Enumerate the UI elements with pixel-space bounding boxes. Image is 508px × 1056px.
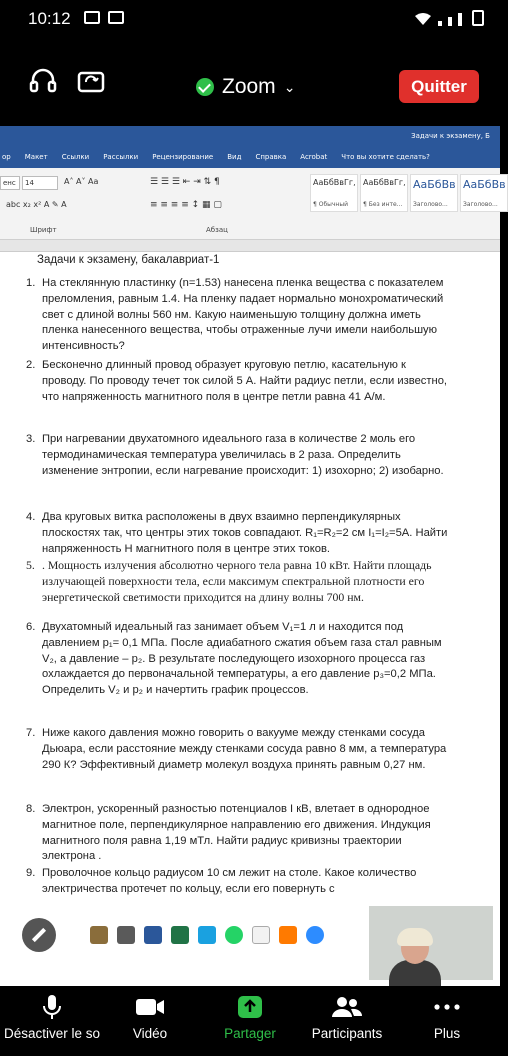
style-sample: АаБбВв (463, 178, 506, 191)
style-name: ¶ Без инте... (363, 201, 403, 208)
question-item (26, 276, 448, 355)
menu-item[interactable]: ор (2, 153, 11, 161)
question-item (26, 866, 448, 898)
signal-bar-icon (438, 21, 442, 26)
question-text: . Мощность излучения абсолютно черного тела равна 10 кВт. Найти площадь излучающей поверхности тела, если максимум спектральной плотности его энергетической светимости приходится на длину волны 700 нм. (42, 558, 432, 604)
word-menubar (0, 146, 500, 168)
wifi-icon (414, 12, 432, 26)
more-label: Plus (433, 1026, 461, 1041)
headset-icon[interactable] (28, 66, 58, 96)
question-text: Электрон, ускоренный разностью потенциалов I кВ, влетает в однородное магнитное поле, перпендикулярное направлению его движения. Индукция магнитного поля равна 1,19 мТл. Найти радиус кривизны траектории электрона . (42, 803, 431, 863)
question-number: 4. (26, 511, 36, 523)
zoom-header (0, 38, 500, 126)
question-item (26, 726, 448, 773)
question-text: Два круговых витка расположены в двух взаимно перпендикулярных плоскостях так, что центры этих токов совпадают. R₁=R₂=2 см I₁=I₂=5А. Найти напряженность Н магнитного поля в центре этих токов. (42, 511, 448, 555)
windows-taskbar (0, 910, 370, 960)
meeting-controls (0, 986, 500, 1056)
style-name: ¶ Обычный (313, 201, 348, 208)
chevron-down-icon: ⌄ (283, 78, 296, 95)
ruler (0, 240, 500, 252)
question-item (26, 358, 448, 405)
participants-icon (331, 995, 363, 1019)
whatsapp-icon[interactable] (225, 926, 243, 944)
more-dots-icon (434, 1004, 460, 1010)
menu-item[interactable]: Acrobat (300, 153, 328, 161)
app-icon[interactable] (117, 926, 135, 944)
question-number: 3. (26, 433, 36, 445)
question-number: 2. (26, 359, 36, 371)
window-title: Задачи к экзамену, Б (411, 132, 490, 140)
mute-label: Désactiver le so (3, 1026, 101, 1041)
word-icon[interactable] (144, 926, 162, 944)
app-icon[interactable] (90, 926, 108, 944)
question-text: Двухатомный идеальный газ занимает объем V₁=1 л и находится под давлением p₁= 0,1 МПа. После адиабатного сжатия объем газа стал равным V₂, а давление – p₂. В результате последующего изохорного процесса газ охлаждается до первоначальной температуры, а его давление p₃=0,2 МПа. Определить V₂ и p₂ и начертить график процессов. (42, 621, 442, 697)
battery-icon (472, 10, 484, 26)
mute-button[interactable] (2, 986, 102, 1056)
document-header: Задачи к экзамену, бакалавриат-1 (37, 254, 220, 266)
font-group-label: Шрифт (30, 226, 57, 234)
menu-item[interactable]: Макет (24, 153, 48, 161)
font-size-box[interactable]: 14 (22, 176, 58, 190)
menu-item[interactable]: Рецензирование (152, 153, 214, 161)
video-button[interactable] (110, 986, 190, 1056)
question-item (26, 558, 448, 605)
switch-camera-icon[interactable] (76, 66, 106, 96)
notification-icons (84, 11, 124, 24)
video-camera-icon (135, 997, 165, 1017)
excel-icon[interactable] (171, 926, 189, 944)
app-icon[interactable] (279, 926, 297, 944)
word-titlebar (0, 126, 500, 146)
menu-item[interactable]: Рассылки (103, 153, 139, 161)
font-name-box[interactable]: енс (0, 176, 20, 190)
video-notification-icon (108, 11, 124, 24)
secure-shield-icon (196, 78, 214, 96)
question-text: При нагревании двухатомного идеального газа в количестве 2 моль его термодинамическая температура увеличилась в 2 раза. Определить изменение энтропии, если нагревание происходит: 1) изохорно; 2) изобарно. (42, 433, 444, 477)
more-button[interactable] (412, 986, 482, 1056)
shared-screen (0, 126, 506, 986)
signal-bar-icon (448, 17, 452, 26)
question-item (26, 510, 448, 557)
app-icon[interactable] (252, 926, 270, 944)
question-number: 1. (26, 277, 36, 289)
microphone-icon (42, 994, 62, 1020)
style-item[interactable] (360, 174, 408, 212)
list-tools-icon[interactable]: ☰ ☰ ☰ ⇤ ⇥ ⇅ ¶ (150, 177, 220, 187)
question-text: На стеклянную пластинку (n=1.53) нанесена пленка вещества с показателем преломления, равным 1.4. На пленку падает нормально монохроматический свет с длиной волны 560 нм. Какую наименьшую толщину должна иметь пленка нанесенного вещества, чтобы отраженные лучи имели наибольшую интенсивность? (42, 277, 444, 353)
style-sample: АаБбВвГг, (313, 178, 356, 187)
app-icon[interactable] (198, 926, 216, 944)
question-text: Проволочное кольцо радиусом 10 см лежит на столе. Какое количество электричества протечет по кольцу, если его повернуть с (42, 867, 417, 895)
question-number: 6. (26, 621, 36, 633)
status-bar (0, 0, 500, 38)
question-item (26, 802, 448, 865)
style-name: Заголово... (463, 201, 498, 208)
question-text: Бесконечно длинный провод образует круговую петлю, касательную к проводу. По проводу течет ток силой 5 А. Найти радиус петли, если известно, что напряженность магнитного поля в центре петли равна 41 А/м. (42, 359, 448, 403)
self-video-thumbnail[interactable] (369, 906, 493, 980)
participants-button[interactable] (300, 986, 394, 1056)
question-number: 9. (26, 867, 36, 879)
share-screen-icon (237, 995, 263, 1019)
meeting-title-label: Zoom (222, 75, 276, 98)
tell-me-input[interactable]: Что вы хотите сделать? (341, 153, 430, 161)
document-page[interactable] (0, 252, 500, 986)
share-button[interactable] (210, 986, 290, 1056)
participants-label: Participants (311, 1026, 383, 1041)
meeting-title[interactable] (196, 75, 295, 99)
word-ribbon (0, 168, 506, 240)
style-sample: АаБбВвГг, (363, 178, 406, 187)
question-number: 8. (26, 803, 36, 815)
person-hair (397, 928, 433, 946)
styles-gallery (310, 174, 508, 212)
format-tools-icon[interactable]: abc x₂ x² A ✎ A (6, 200, 67, 209)
video-label: Vidéo (132, 1026, 168, 1041)
question-text: Ниже какого давления можно говорить о вакууме между стенками сосуда Дьюара, если расстояние между стенками сосуда равно 8 мм, а температура 290 К? Эффективный диаметр молекул воздуха принять равным 0,27 нм. (42, 727, 447, 771)
quit-button[interactable]: Quitter (399, 70, 479, 103)
status-time: 10:12 (28, 9, 71, 28)
question-number: 7. (26, 727, 36, 739)
paragraph-group-label: Абзац (206, 226, 228, 234)
signal-bar-icon (458, 13, 462, 26)
style-item[interactable] (460, 174, 508, 212)
menu-item[interactable]: Вид (227, 153, 242, 161)
menu-item[interactable]: Ссылки (61, 153, 90, 161)
question-item (26, 432, 448, 479)
question-number: 5. (26, 558, 35, 572)
menu-item[interactable]: Справка (255, 153, 287, 161)
style-item[interactable] (310, 174, 358, 212)
style-name: Заголово... (413, 201, 448, 208)
align-tools-icon[interactable]: ≡ ≡ ≡ ≡ ↕ ▦ ▢ (150, 200, 222, 210)
style-sample: АаБбВв (413, 178, 456, 191)
zoom-app-icon[interactable] (306, 926, 324, 944)
gallery-icon (84, 11, 100, 24)
question-item (26, 620, 448, 699)
style-item[interactable] (410, 174, 458, 212)
system-indicators (414, 10, 484, 26)
share-label: Partager (224, 1026, 276, 1041)
font-grow-shrink-icon[interactable]: A˄ A˅ Aa (64, 177, 99, 186)
